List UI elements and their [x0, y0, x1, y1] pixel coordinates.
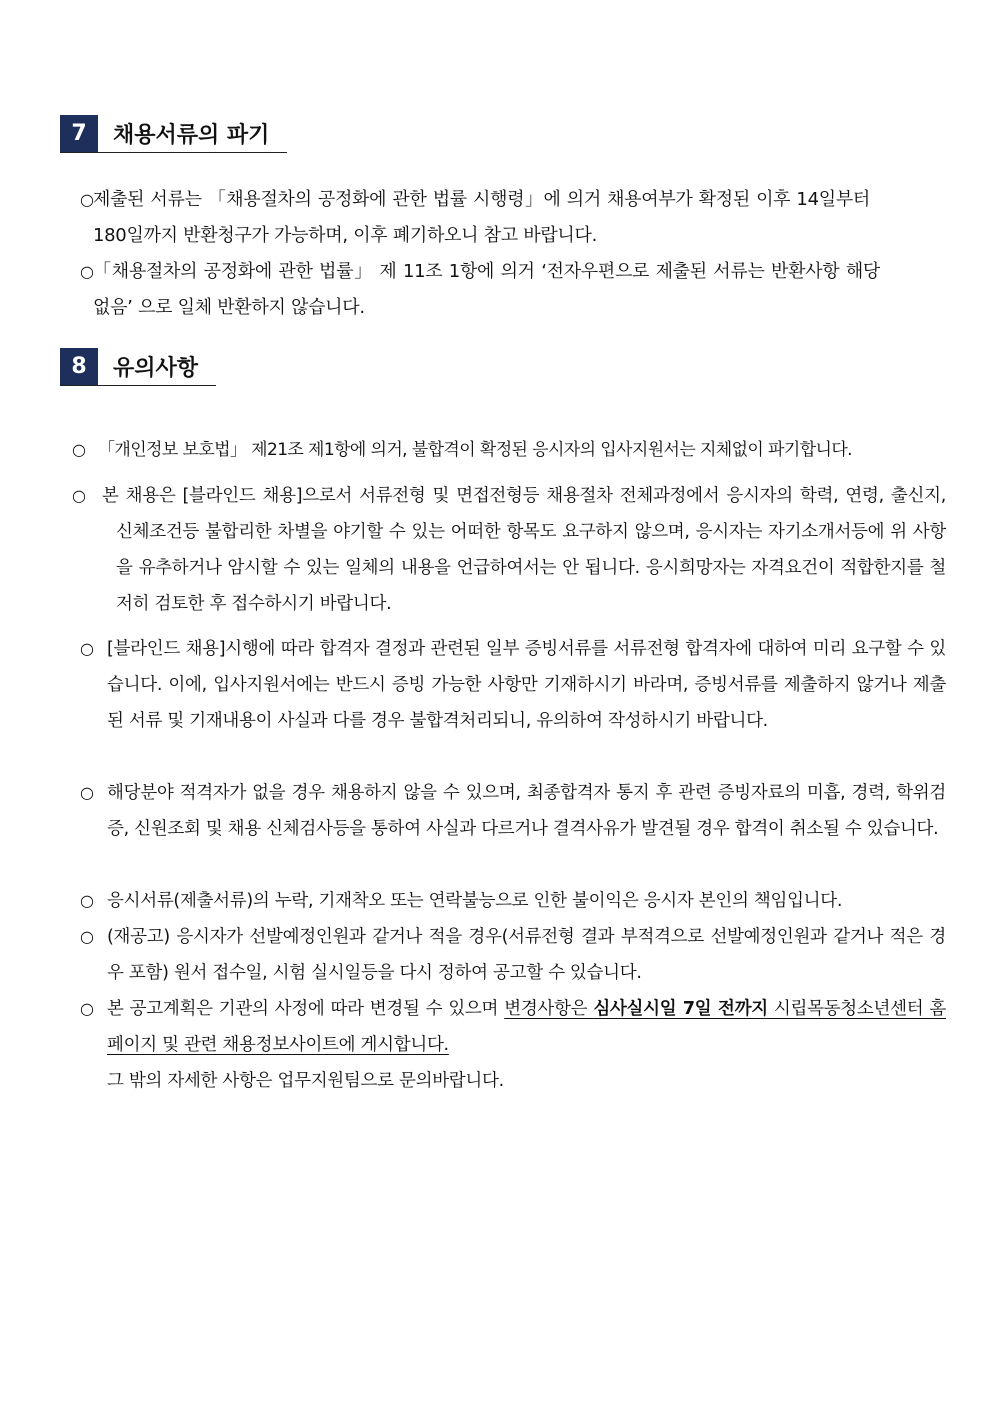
item-text: 「개인정보 보호법」 제21조 제1항에 의거, 불합격이 확정된 응시자의 입사지원서는 지체없이 파기합니다. [98, 440, 852, 460]
item-text: 제출된 서류는 「채용절차의 공정화에 관한 법률 시행령」에 의거 채용여부가 확정된 이후 14일부터 180일까지 반환청구가 가능하며, 이후 폐기하오니 참고 바랍니다. [93, 189, 870, 246]
item-text: 해당분야 적격자가 없을 경우 채용하지 않을 수 있으며, 최종합격자 통지 후 관련 증빙자료의 미흡, 경력, 학위검증, 신원조회 및 채용 신체검사등을 통하여 사실과 다르거나 결격사유가 발견될 경우 합격이 취소될 수 있습니다. [107, 783, 946, 839]
item-text-bold-underlined: 심사실시일 7일 전까지 [593, 999, 768, 1019]
list-item [72, 432, 952, 468]
circle-bullet-icon: ○ [80, 262, 94, 281]
circle-bullet-icon: ○ [80, 927, 94, 946]
section-number: 7 [60, 115, 98, 152]
item-text-plain: 본 공고계획은 기관의 사정에 따라 변경될 수 있으며 [107, 999, 505, 1019]
item-text: (재공고) 응시자가 선발예정인원과 같거나 적을 경우(서류전형 결과 부적격으로 선발예정인원과 같거나 적은 경우 포함) 원서 접수일, 시험 실시일등을 다시 정하여 공고할 수 있습니다. [107, 927, 946, 983]
circle-bullet-icon: ○ [80, 639, 94, 658]
item-text-underlined: 시립목동청소년센터 홈페이지 및 관련 채용정보사이트에 게시합니다. [107, 999, 947, 1055]
list-item [80, 883, 946, 919]
circle-bullet-icon: ○ [80, 190, 94, 209]
circle-bullet-icon: ○ [80, 783, 94, 802]
circle-bullet-icon: ○ [72, 486, 86, 505]
list-item [80, 182, 870, 254]
section-8-header [60, 348, 216, 386]
list-item [72, 478, 946, 622]
list-item [80, 775, 946, 847]
circle-bullet-icon: ○ [80, 891, 94, 910]
section-title: 채용서류의 파기 [113, 123, 270, 148]
list-item [80, 631, 946, 739]
item-text-underlined: 변경사항은 [504, 999, 594, 1019]
item-text: 「채용절차의 공정화에 관한 법률」 제 11조 1항에 의거 ‘전자우편으로 제출된 서류는 반환사항 해당없음’ 으로 일체 반환하지 않습니다. [93, 261, 880, 318]
item-text [80, 991, 946, 1063]
list-item [80, 991, 946, 1099]
list-item [80, 919, 946, 991]
item-text: [블라인드 채용]시행에 따라 합격자 결정과 관련된 일부 증빙서류를 서류전형 합격자에 대하여 미리 요구할 수 있습니다. 이에, 입사지원서에는 반드시 증빙 가능한 사항만 기재하시기 바라며, 증빙서류를 제출하지 않거나 제출된 서류 및 기재내용이 사실과 다를 경우 불합격처리되니, 유의하여 작성하시기 바랍니다. [107, 639, 946, 731]
list-item [80, 254, 880, 326]
item-text: 본 채용은 [블라인드 채용]으로서 서류전형 및 면접전형등 채용절차 전체과정에서 응시자의 학력, 연령, 출신지, 신체조건등 불합리한 차별을 야기할 수 있는 어떠한 항목도 요구하지 않으며, 응시자는 자기소개서등에 위 사항을 유추하거나 암시할 수 있는 일체의 내용을 언급하여서는 안 됩니다. 응시희망자는 자격요건이 적합한지를 철저히 검토한 후 접수하시기 바랍니다. [102, 486, 946, 614]
item-text: 응시서류(제출서류)의 누락, 기재착오 또는 연락불능으로 인한 불이익은 응시자 본인의 책임입니다. [107, 891, 843, 911]
section-number: 8 [60, 348, 98, 385]
item-text-followup: 그 밖의 자세한 사항은 업무지원팀으로 문의바랍니다. [107, 1071, 504, 1091]
circle-bullet-icon: ○ [72, 440, 86, 459]
circle-bullet-icon: ○ [80, 999, 94, 1018]
section-title: 유의사항 [113, 356, 199, 381]
section-7-header [60, 115, 287, 153]
